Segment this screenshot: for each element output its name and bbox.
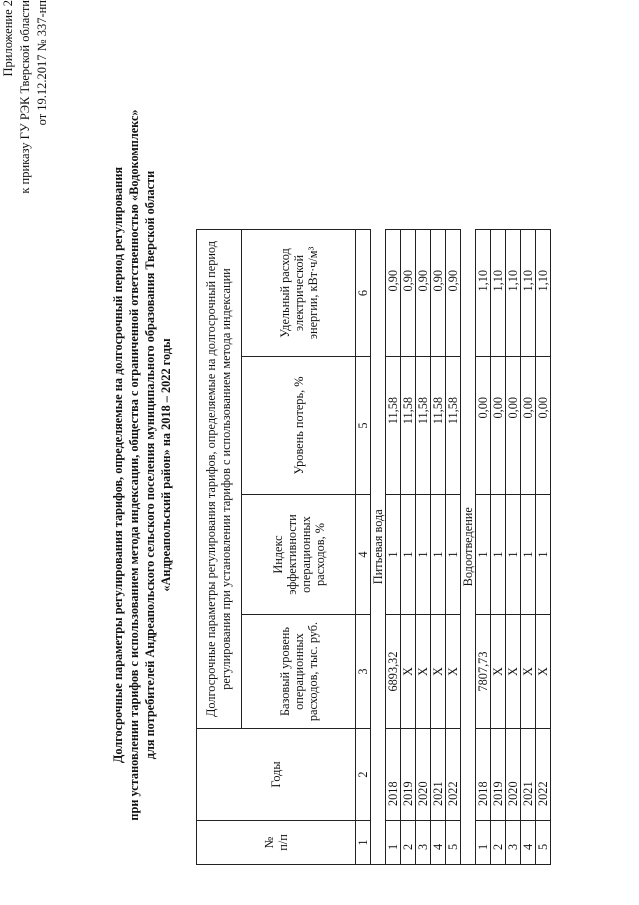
year-cell: 2020 <box>506 729 521 821</box>
base-costs-cell: X <box>446 615 461 729</box>
energy-consumption-cell: 1,10 <box>521 230 536 357</box>
column-number-row <box>356 230 371 865</box>
energy-consumption-cell: 0,90 <box>431 230 446 357</box>
header-energy-consumption: Удельный расход электрической энергии, кВт·ч/м³ <box>242 230 356 357</box>
year-cell: 2022 <box>446 729 461 821</box>
document-title <box>110 85 174 845</box>
base-costs-cell: X <box>536 615 551 729</box>
efficiency-index-cell: 1 <box>536 495 551 615</box>
loss-level-cell: 11,58 <box>401 357 416 495</box>
section-row <box>461 230 476 865</box>
row-number-cell: 4 <box>431 821 446 865</box>
column-number: 6 <box>356 230 371 357</box>
title-line-2: при установлении тарифов с использованием метода индексации, общества с ограниченной ответственностью «Водокомплекс» <box>127 109 141 821</box>
header-loss-level: Уровень потерь, % <box>242 357 356 495</box>
efficiency-index-cell: 1 <box>401 495 416 615</box>
table-row <box>476 230 491 865</box>
energy-consumption-cell: 0,90 <box>446 230 461 357</box>
energy-consumption-cell: 0,90 <box>401 230 416 357</box>
header-years: Годы <box>197 729 356 821</box>
appendix-line-3: от 19.12.2017 № 337-нп <box>35 0 49 126</box>
year-cell: 2018 <box>476 729 491 821</box>
year-cell: 2019 <box>401 729 416 821</box>
year-cell: 2022 <box>536 729 551 821</box>
year-cell: 2019 <box>491 729 506 821</box>
loss-level-cell: 0,00 <box>476 357 491 495</box>
base-costs-cell: X <box>521 615 536 729</box>
column-number: 5 <box>356 357 371 495</box>
base-costs-cell: X <box>401 615 416 729</box>
efficiency-index-cell: 1 <box>521 495 536 615</box>
efficiency-index-cell: 1 <box>476 495 491 615</box>
column-number: 1 <box>356 821 371 865</box>
title-line-1: Долгосрочные параметры регулирования тарифов, определяемые на долгосрочный период регулирования <box>111 166 125 764</box>
row-number-cell: 4 <box>521 821 536 865</box>
base-costs-cell: X <box>491 615 506 729</box>
row-number-cell: 2 <box>491 821 506 865</box>
header-base-costs: Базовый уровень операционных расходов, тыс. руб. <box>242 615 356 729</box>
loss-level-cell: 0,00 <box>536 357 551 495</box>
energy-consumption-cell: 1,10 <box>506 230 521 357</box>
column-number: 4 <box>356 495 371 615</box>
table-row <box>506 230 521 865</box>
table-row <box>446 230 461 865</box>
header-row-group <box>197 230 242 865</box>
base-costs-cell: 7807,73 <box>476 615 491 729</box>
base-costs-cell: X <box>416 615 431 729</box>
appendix-line-1: Приложение 2 <box>1 0 15 77</box>
section-title: Питьевая вода <box>371 230 386 865</box>
energy-consumption-cell: 1,10 <box>536 230 551 357</box>
energy-consumption-cell: 1,10 <box>476 230 491 357</box>
efficiency-index-cell: 1 <box>416 495 431 615</box>
loss-level-cell: 11,58 <box>431 357 446 495</box>
table-row <box>416 230 431 865</box>
loss-level-cell: 0,00 <box>491 357 506 495</box>
efficiency-index-cell: 1 <box>491 495 506 615</box>
base-costs-cell: X <box>431 615 446 729</box>
loss-level-cell: 0,00 <box>506 357 521 495</box>
column-number: 3 <box>356 615 371 729</box>
title-line-3: для потребителей Андреапольского сельского поселения муниципального образования Тверской области <box>143 170 157 760</box>
row-number-cell: 5 <box>446 821 461 865</box>
year-cell: 2021 <box>431 729 446 821</box>
section-row <box>371 230 386 865</box>
efficiency-index-cell: 1 <box>431 495 446 615</box>
efficiency-index-cell: 1 <box>506 495 521 615</box>
appendix-line-2: к приказу ГУ РЭК Тверской области <box>18 0 32 194</box>
header-row-number: № п/п <box>197 821 356 865</box>
row-number-cell: 2 <box>401 821 416 865</box>
loss-level-cell: 11,58 <box>386 357 401 495</box>
loss-level-cell: 0,00 <box>521 357 536 495</box>
base-costs-cell: 6893,32 <box>386 615 401 729</box>
row-number-cell: 3 <box>416 821 431 865</box>
energy-consumption-cell: 0,90 <box>386 230 401 357</box>
energy-consumption-cell: 0,90 <box>416 230 431 357</box>
row-number-cell: 1 <box>476 821 491 865</box>
table-row <box>386 230 401 865</box>
parameters-table <box>196 229 551 865</box>
table-row <box>491 230 506 865</box>
year-cell: 2020 <box>416 729 431 821</box>
year-cell: 2021 <box>521 729 536 821</box>
table-row <box>431 230 446 865</box>
loss-level-cell: 11,58 <box>416 357 431 495</box>
table-row <box>401 230 416 865</box>
header-group: Долгосрочные параметры регулирования тарифов, определяемые на долгосрочный период регулирования при установлении тарифов с использованием метода индексации <box>197 230 242 729</box>
appendix-note <box>0 0 51 400</box>
loss-level-cell: 11,58 <box>446 357 461 495</box>
title-line-4: «Андреапольский район» на 2018 – 2022 годы <box>159 338 173 592</box>
year-cell: 2018 <box>386 729 401 821</box>
row-number-cell: 1 <box>386 821 401 865</box>
efficiency-index-cell: 1 <box>446 495 461 615</box>
efficiency-index-cell: 1 <box>386 495 401 615</box>
header-efficiency-index: Индекс эффективности операционных расходов, % <box>242 495 356 615</box>
table-row <box>536 230 551 865</box>
energy-consumption-cell: 1,10 <box>491 230 506 357</box>
table-row <box>521 230 536 865</box>
row-number-cell: 5 <box>536 821 551 865</box>
row-number-cell: 3 <box>506 821 521 865</box>
column-number: 2 <box>356 729 371 821</box>
base-costs-cell: X <box>506 615 521 729</box>
section-title: Водоотведение <box>461 230 476 865</box>
